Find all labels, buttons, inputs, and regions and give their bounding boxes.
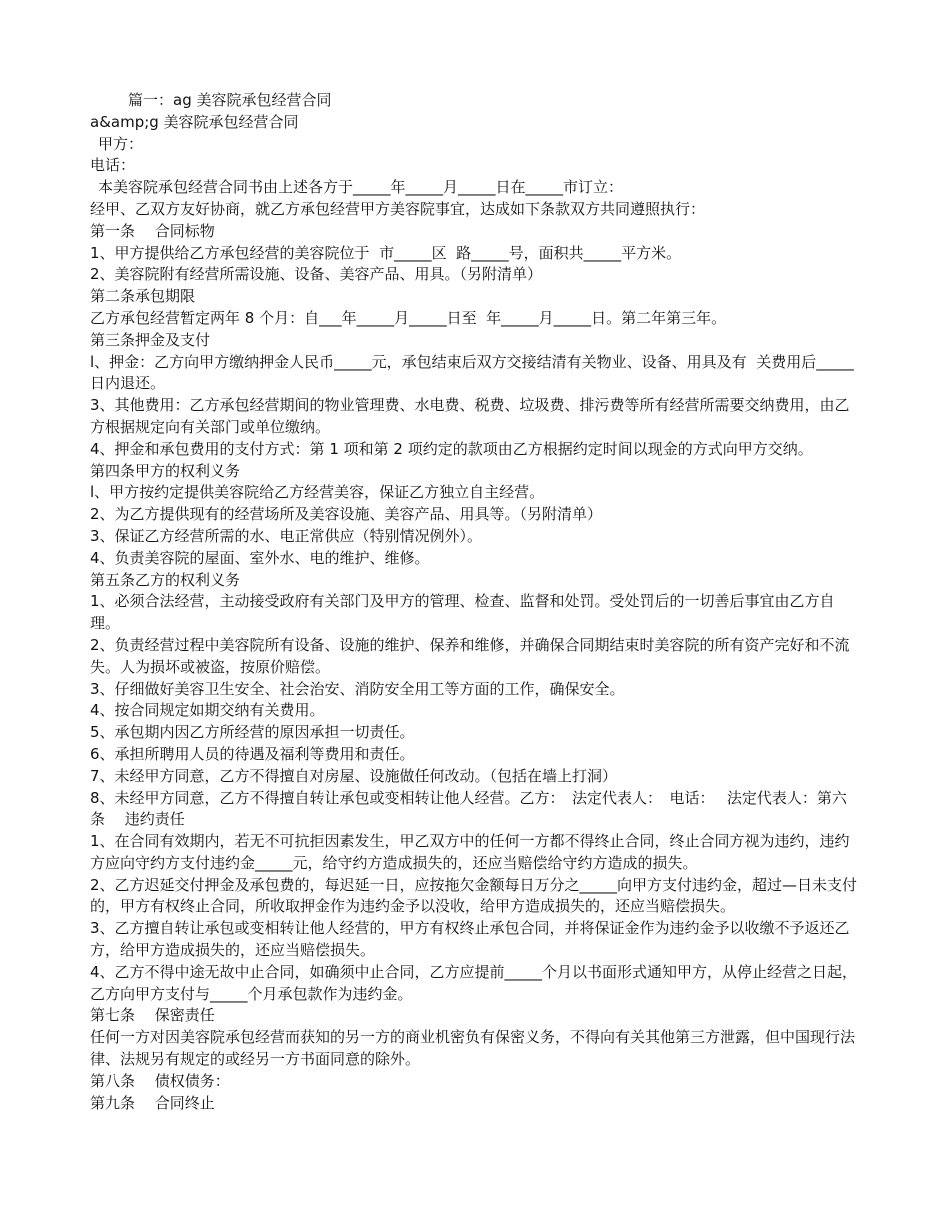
text-line: 乙方承包经营暂定两年 8 个月：自___年_____月_____日至 年_____月_____日。第二年第三年。 — [90, 308, 727, 327]
text-line: 2、美容院附有经营所需设施、设备、美容产品、用具。（另附清单） — [90, 265, 543, 284]
text-line: 第九条 合同终止 — [90, 1093, 215, 1112]
text-line: 3、仔细做好美容卫生安全、社会治安、消防安全用工等方面的工作，确保安全。 — [90, 679, 625, 698]
text-line: a&amp;g 美容院承包经营合同 — [90, 112, 299, 131]
text-line: 4、乙方不得中途无故中止合同，如确须中止合同，乙方应提前_____个月以书面形式通知甲方，从停止经营之日起，乙方向甲方支付与_____个月承包款作为违约金。 — [90, 962, 858, 1003]
text-line: 3、乙方擅自转让承包或变相转让他人经营的，甲方有权终止承包合同，并将保证金作为违约金予以收缴不予返还乙方，给甲方造成损失的，还应当赔偿损失。 — [90, 919, 850, 960]
text-line: 第七条 保密责任 — [90, 1006, 215, 1025]
text-line: 1、甲方提供给乙方承包经营的美容院位于 市_____区 路_____号，面积共_____平方米。 — [90, 243, 682, 262]
text-line: 第二条承包期限 — [90, 287, 196, 306]
text-line: 经甲、乙双方友好协商，就乙方承包经营甲方美容院事宜，达成如下条款双方共同遵照执行： — [90, 199, 706, 218]
text-line: 甲方： — [98, 134, 144, 153]
text-line: 第五条乙方的权利义务 — [90, 570, 241, 589]
text-line: 4、押金和承包费用的支付方式：第 1 项和第 2 项约定的款项由乙方根据约定时间以现金的方式向甲方交纳。 — [90, 439, 813, 458]
text-line: 本美容院承包经营合同书由上述各方于_____年_____月_____日在_____市订立： — [98, 178, 624, 197]
text-line: 4、按合同规定如期交纳有关费用。 — [90, 701, 325, 720]
text-line: 6、承担所聘用人员的待遇及福利等费用和责任。 — [90, 744, 415, 763]
text-line: l、押金：乙方向甲方缴纳押金人民币_____元，承包结束后双方交接结清有关物业、设备、用具及有 关费用后_____日内退还。 — [90, 352, 854, 393]
text-line: 4、负责美容院的屋面、室外水、电的维护、维修。 — [90, 548, 430, 567]
text-line: 第四条甲方的权利义务 — [90, 461, 241, 480]
text-line: 3、保证乙方经营所需的水、电正常供应（特别情况例外）。 — [90, 526, 483, 545]
document-title: 篇一：ag 美容院承包经营合同 — [128, 91, 332, 109]
text-line: 第三条押金及支付 — [90, 330, 211, 349]
text-line: 8、未经甲方同意，乙方不得擅自转让承包或变相转让他人经营。乙方： 法定代表人： 电话： 法定代表人：第六条 违约责任 — [90, 788, 847, 829]
text-line: 电话： — [90, 156, 136, 175]
text-line: 任何一方对因美容院承包经营而获知的另一方的商业机密负有保密义务，不得向有关其他第三方泄露，但中国现行法律、法规另有规定的或经另一方书面同意的除外。 — [90, 1028, 856, 1069]
text-line: 2、为乙方提供现有的经营场所及美容设施、美容产品、用具等。（另附清单） — [90, 505, 603, 524]
text-line: 1、必须合法经营，主动接受政府有关部门及甲方的管理、检查、监督和处罚。受处罚后的一切善后事宜由乙方自理。 — [90, 592, 835, 633]
text-line: 7、未经甲方同意，乙方不得擅自对房屋、设施做任何改动。（包括在墙上打洞） — [90, 766, 618, 785]
text-line: 2、负责经营过程中美容院所有设备、设施的维护、保养和维修，并确保合同期结束时美容院的所有资产完好和不流失。人为损坏或被盗，按原价赔偿。 — [90, 635, 850, 676]
text-line: 第一条 合同标物 — [90, 221, 215, 240]
text-line: 2、乙方迟延交付押金及承包费的，每迟延一日，应按拖欠金额每日万分之_____向甲方支付违约金，超过—日未支付的，甲方有权终止合同，所收取押金作为违约金予以没收，给甲方造成损失的，还应当赔偿损失。 — [90, 875, 858, 916]
text-line: 3、其他费用：乙方承包经营期间的物业管理费、水电费、税费、垃圾费、排污费等所有经营所需要交纳费用，由乙方根据规定向有关部门或单位缴纳。 — [90, 396, 850, 436]
text-line: 5、承包期内因乙方所经营的原因承担一切责任。 — [90, 723, 415, 742]
text-line: 第八条 债权债务： — [90, 1071, 230, 1090]
text-line: 1、在合同有效期内，若无不可抗拒因素发生，甲乙双方中的任何一方都不得终止合同，终止合同方视为违约，违约方应向守约方支付违约金_____元，给守约方造成损失的，还应当赔偿给守约方造成的损失。 — [90, 832, 850, 872]
text-line: l、甲方按约定提供美容院给乙方经营美容，保证乙方独立自主经营。 — [90, 483, 545, 502]
